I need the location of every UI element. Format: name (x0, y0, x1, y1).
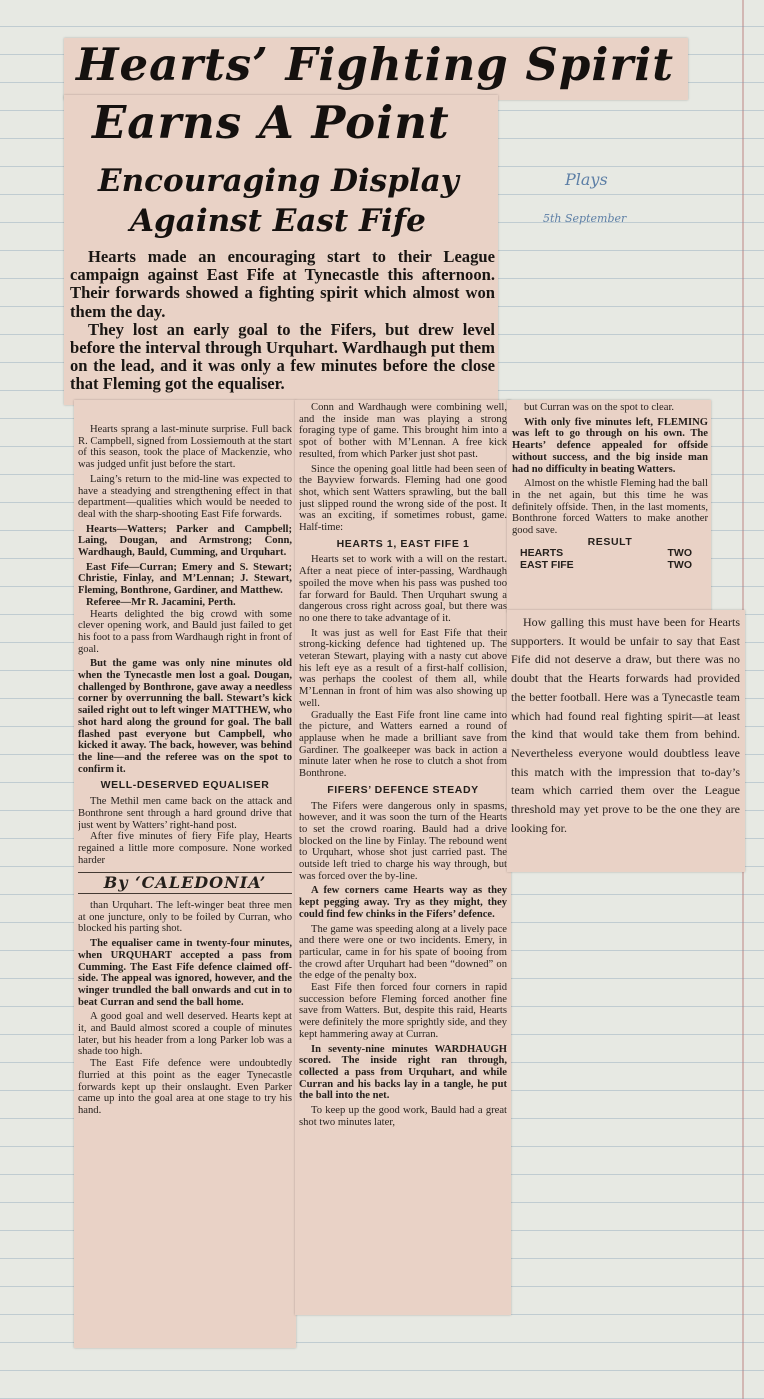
result-box (512, 537, 708, 572)
headline-line-2: Earns A Point (92, 96, 450, 149)
paragraph: To keep up the good work, Bauld had a great shot two minutes later, (299, 1105, 507, 1128)
paragraph: Almost on the whistle Fleming had the ball in the net again, but this time he was definitely offside. Then, in the last moments, Bonthrone forced Watters to make another good save. (512, 478, 708, 537)
paragraph: A few corners came Hearts way as they kept pegging away. Try as they might, they could find few chinks in the Fifers’ defence. (299, 885, 507, 920)
subheadline-line-2: Against East Fife (130, 203, 426, 239)
paragraph: than Urquhart. The left-winger beat three men at one juncture, only to be foiled by Curran, who blocked his parting shot. (78, 900, 292, 935)
paragraph: The Methil men came back on the attack and Bonthrone sent through a hard ground drive that just went by Watters’ right-hand post. (78, 796, 292, 831)
paragraph: After five minutes of fiery Fife play, Hearts regained a little more composure. None worked harder (78, 831, 292, 866)
paragraph: It was just as well for East Fife that their strong-kicking defence had tightened up. The veteran Stewart, playing with a nasty cut above his left eye as a result of a first-half collision, was perhaps the coolest of them all, while M’Lennan in front of him was also showing up well. (299, 627, 507, 709)
paragraph: but Curran was on the spot to clear. (524, 402, 675, 413)
paragraph-second-goal: In seventy-nine minutes WARDHAUGH scored. The inside right ran through, collected a pass from Urquhart, and while Curran and his backs lay in a tangle, he put the ball into the net. (299, 1043, 507, 1102)
paragraph: The Fifers were dangerous only in spasms, however, and it was soon the turn of the Hearts to set the crowd roaring. Bauld had a drive blocked on the line by Finlay. The rebound went to Urquhart, whose shot just carried past. The outside left tried to charge his way through, but was forced over the by-line. (299, 800, 507, 882)
intro-paragraph-2: They lost an early goal to the Fifers, but drew level before the interval through Urquhart. Wardhaugh put them on the lead, and it was only a few minutes before the close that Fleming got the equaliser. (70, 319, 495, 394)
referee-line: Referee—Mr R. Jacamini, Perth. (86, 596, 236, 608)
paragraph: Hearts delighted the big crowd with some clever opening work, and Bauld just failed to get his foot to a pass from Wardhaugh right in front of goal. (78, 608, 292, 655)
subheadline-line-1: Encouraging Display (98, 163, 459, 199)
result-team: EAST FIFE (520, 559, 574, 572)
paragraph: Hearts set to work with a will on the restart. After a neat piece of inter-passing, Wardhaugh spoiled the move when his pass was pushed too far forward for Bauld. Then Urquhart swung a dangerous cross right across goal, but there was no one there to take advantage of it. (299, 554, 507, 624)
section-heading: WELL-DESERVED EQUALISER (100, 779, 270, 792)
half-time-score-heading: HEARTS 1, EAST FIFE 1 (336, 537, 470, 550)
paragraph: Gradually the East Fife front line came into the picture, and Watters earned a round of applause when he made a brilliant save from Gardiner. The goalkeeper was back in action a minute later when he rose to clutch a shot from Bonthrone. (299, 709, 507, 780)
handwritten-note-line-1: Plays (565, 170, 608, 189)
paragraph: Laing’s return to the mid-line was expected to have a steadying and strengthening effect in that department—qualities which would be needed to deal with the sharp-shooting East Fife forwards. (78, 473, 292, 520)
result-heading: RESULT (587, 535, 633, 548)
paragraph-equaliser: The equaliser came in twenty-four minutes, when URQUHART accepted a pass from Cumming. The East Fife defence claimed off-side. The appeal was ignored, however, and the winger trundled the ball onwards and cut in to beat Curran and send the ball home. (78, 938, 292, 1008)
paragraph: A good goal and well deserved. Hearts kept at it, and Bauld almost scored a couple of minutes later, but his header from a long Parker lob was a shade too high. (78, 1011, 292, 1058)
result-row (512, 560, 708, 572)
article-intro (70, 248, 495, 424)
paragraph: Since the opening goal little had been seen of the Bayview forwards. Fleming had one good shot, which sent Watters sprawling, but the ball just slipped round the wrong side of the post. It was an exciting, if sometimes robust, game. Half-time: (299, 463, 507, 534)
section-heading: FIFERS’ DEFENCE STEADY (327, 783, 479, 796)
paragraph: Hearts sprang a last-minute surprise. Full back R. Campbell, signed from Lossiemouth at the start of this season, took the place of Mackenzie, who was judged unfit just before the start. (78, 424, 292, 471)
hearts-team-line-up: Hearts—Watters; Parker and Campbell; Laing, Dougan, and Armstrong; Conn, Wardhaugh, Bauld, Cumming, and Urquhart. (78, 523, 292, 559)
column-right-summary (511, 613, 740, 869)
column-left (78, 424, 292, 1342)
column-middle (299, 402, 507, 1312)
result-score: TWO (667, 547, 692, 560)
paragraph: The game was speeding along at a lively pace and there were one or two incidents. Emery, in particular, came in for his spate of booing from the crowd after Urquhart had been “downed” on the edge of the penalty box. (299, 923, 507, 982)
paragraph-late-equaliser: With only five minutes left, FLEMING was left to go through on his own. The Hearts’ defence appealed for offside without success, and the big inside man had no difficulty in beating Watters. (512, 416, 708, 475)
intro-paragraph-1: Hearts made an encouraging start to their League campaign against East Fife at Tynecastle this afternoon. Their forwards showed a fighting spirit which almost won them the day. (70, 248, 495, 321)
headline-line-1: Hearts’ Fighting Spirit (76, 38, 675, 91)
paragraph-summary: How galling this must have been for Hearts supporters. It would be unfair to say that East Fife did not deserve a draw, but there was no doubt that the Hearts forwards had provided the better football. Here was a Tynecastle team which had found real fighting spirit—at least the kind that would take them from behind. Nevertheless everyone would doubtless leave this match with the impression that to-day’s team which carried them over the League threshold may yet prove to be the one they are looking for. (511, 615, 740, 835)
byline: By ‘CALEDONIA’ (78, 872, 292, 894)
result-score: TWO (667, 559, 692, 572)
column-right (512, 402, 708, 608)
handwritten-note-line-2: 5th September (543, 212, 627, 225)
result-team: HEARTS (520, 547, 564, 560)
east-fife-team-line-up: East Fife—Curran; Emery and S. Stewart; Christie, Finlay, and M’Lennan; J. Stewart, Fleming, Bonthrone, Gardiner, and Matthew. (78, 561, 292, 597)
paragraph-first-goal: But the game was only nine minutes old when the Tynecastle men lost a goal. Dougan, challenged by Bonthrone, gave away a needless corner by overrunning the ball. Stewart’s kick sailed right out to left winger MATTHEW, who shot hard along the ground for goal. The ball flashed past everyone but Campbell, who kicked it away. The back, however, was behind the line—and the referee was on the spot to confirm it. (78, 658, 292, 775)
paragraph: The East Fife defence were undoubtedly flurried at this point as the eager Tynecastle forwards kept up their onslaught. Even Parker came up into the goal area at one stage to try his hand. (78, 1058, 292, 1116)
paragraph: Conn and Wardhaugh were combining well, and the inside man was playing a strong foraging type of game. This brought him into a spot of bother with M’Lennan. A free kick resulted, from which Parker just shot past. (299, 402, 507, 460)
paragraph: East Fife then forced four corners in rapid succession before Fleming forced another fine save from Watters. But, despite this raid, Hearts were definitely the more sprightly side, and they kept hammering away at Curran. (299, 982, 507, 1040)
